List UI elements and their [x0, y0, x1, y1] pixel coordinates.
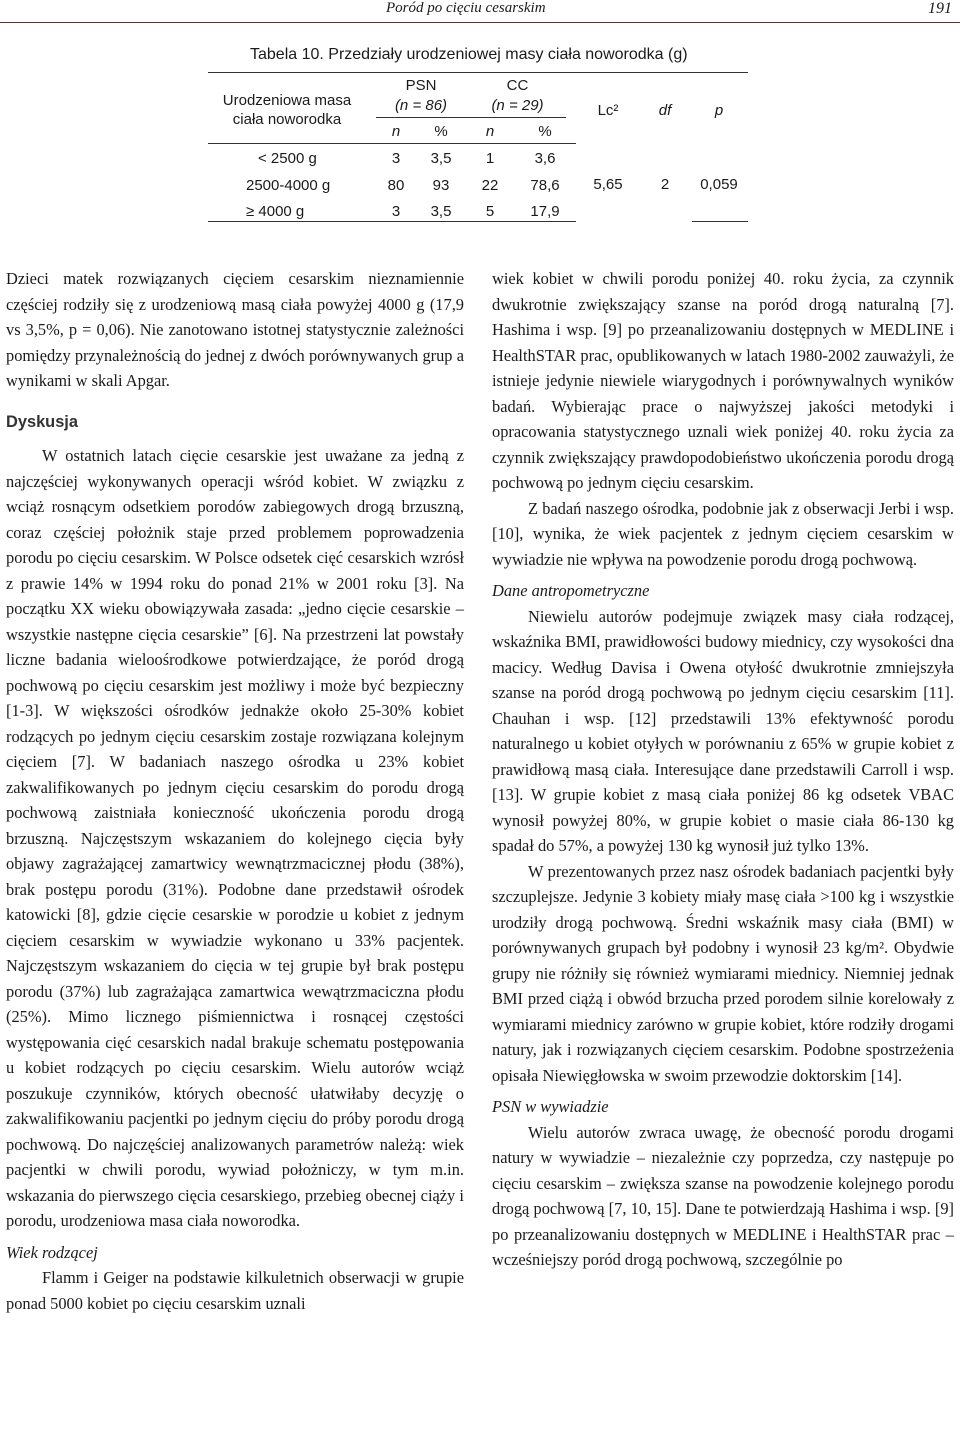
lc-value: 5,65	[593, 176, 623, 193]
own-results-age-paragraph: Z badań naszego ośrodka, podobnie jak z obserwacji Jerbi i wsp. [10], wynika, że wiek pacjentek z jednym cięciem cesarskim w wywiadzie nie wpływa na powodzenie porodu drogą pochwową.	[492, 498, 954, 569]
cell-psn-n: 3	[391, 203, 401, 220]
heading-discussion: Dyskusja	[6, 412, 78, 431]
row-label: 2500-4000 g	[246, 177, 331, 194]
heading-anthropometric: Dane antropometryczne	[492, 581, 650, 600]
sub-n-cc: n	[485, 123, 495, 140]
row-header-label: Urodzeniowa masa ciała noworodka	[222, 92, 352, 128]
group-psn-n: (n = 86)	[394, 97, 448, 114]
page-number: 191	[928, 0, 952, 17]
cell-psn-pct: 3,5	[430, 150, 452, 167]
cell-psn-n: 80	[387, 177, 405, 194]
own-results-bmi-paragraph: W prezentowanych przez nasz ośrodek badaniach pacjentki były szczuplejsze. Jedynie 3 kobiety miały masę ciała >100 kg i wszystkie urodziły drogą pochwową. Średni wskaźnik masy ciała (BMI) w porównywanych grupach był podobny i wynosił 23 kg/m². Obydwie grupy nie różniły się również wymiarami miednicy. Niemniej jednak BMI przed ciążą i obwód brzucha przed porodem silnie korelowały z wymiarami miednicy zarówno w grupie kobiet, które rodziły drogami natury, jak i rozwiązanych cięciem cesarskim. Podobne spostrzeżenia opisała Niewięgłowska w swoim przewodzie doktorskim [14].	[492, 861, 954, 1085]
sub-n-psn: n	[391, 123, 401, 140]
cell-cc-n: 1	[485, 150, 495, 167]
stat-lc-header: Lc²	[597, 102, 619, 119]
cell-psn-pct: 93	[432, 177, 450, 194]
heading-maternal-age: Wiek rodzącej	[6, 1242, 98, 1262]
cell-cc-pct: 3,6	[534, 150, 556, 167]
group-cc-n: (n = 29)	[491, 97, 544, 114]
table-header-rule	[208, 143, 576, 144]
discussion-paragraph: W ostatnich latach cięcie cesarskie jest uważane za jedną z najczęściej wykonywanych operacji wśród kobiet. W związku z wciąż rosnącym odsetkiem porodów zabiegowych drogą brzuszną, coraz częściej położnik staje przed problemem poprowadzenia porodu po cięciu cesarskim. W Polsce odsetek cięć cesarskich wzrósł z prawie 14% w 1994 roku do ponad 21% w 2001 roku [3]. Na początku XX wieku obowiązywała zasada: „jedno cięcie cesarskie – wszystkie następne cięcia cesarskie” [6]. Na przestrzeni lat powstały liczne badania wieloośrodkowe potwierdzające, że poród drogą pochwową po cięciu cesarskim jest możliwy i może być bezpieczny [1-3]. W większości ośrodków jednakże około 25-30% kobiet rodzących po jednym cięciu cesarskim zostaje rozwiązana kolejnym cięciem [7]. W badaniach naszego ośrodka u 23% kobiet zakwalifikowanych po jednym cięciu cesarskim do porodu drogą pochwową zaistniała konieczność ukończenia porodu drogą brzuszną. Najczęstszym wskazaniem do kolejnego cięcia były objawy zagrażającej zamartwicy wewnątrzmacicznej płodu (38%), brak postępu porodu (31%). Podobne dane przedstawił ośrodek katowicki [8], gdzie cięcie cesarskie w porodzie u kobiet z jednym cięciem cesarskim w wywiadzie wykonano u 33% pacjentek. Najczęstszym wskazaniem do cięcia w tej grupie był brak postępu porodu (37%) lub zagrażająca zamartwica wewątrzmaciczna płodu (25%). Mimo licznego piśmiennictwa i rosnącej częstości występowania cięć cesarskich nadal brakuje schematu postępowania u kobiet rodzących po cięciu cesarskim. Wielu autorów wciąż poszukuje czynników, których obecność ułatwiłaby decyzję o zakwalifikowaniu pacjentki po jednym cięciu do próby porodu drogą pochwową. Do najczęściej analizowanych parametrów należą: wiek pacjentki w chwili porodu, wywiad położniczy, w tym m.in. wskazania do pierwszego cięcia cesarskiego, przebieg obecnej ciąży i porodu, urodzeniowa masa ciała noworodka.	[6, 446, 464, 1230]
group-psn-name: PSN	[405, 77, 437, 94]
age-paragraph: Flamm i Geiger na podstawie kilkuletnich obserwacji w grupie ponad 5000 kobiet po cięciu cesarskim uznali	[6, 1268, 464, 1313]
cell-cc-pct: 17,9	[530, 203, 560, 220]
table-bottom-rule	[208, 221, 576, 222]
row-label: ≥ 4000 g	[246, 203, 305, 220]
psn-history-paragraph: Wielu autorów zwraca uwagę, że obecność porodu drogami natury w wywiadzie – niezależnie czy poprzedza, czy następuje po cięciu cesarskim – zwiększa szanse na powodzenie kolejnego porodu drogą pochwową [7, 10, 15]. Dane te potwierdzają Hashima i wsp. [9] po przeanalizowaniu dostępnych w MEDLINE i HealthSTAR prac – wcześniejszy poród drogą pochwową, szczególnie po	[492, 1122, 954, 1269]
table-bottom-rule-p	[692, 221, 748, 222]
table-top-rule	[208, 72, 748, 73]
anthropometric-paragraph: Niewielu autorów podejmuje związek masy ciała rodzącej, wskaźnika BMI, prawidłowości budowy miednicy, czy wysokości dna macicy. Według Davisa i Owena otyłość dwukrotnie zmniejszyła szanse na poród drogą pochwową po jednym cięciu cesarskim [11]. Chauhan i wsp. [12] przedstawili 13% efektywność porodu naturalnego u kobiet otyłych w porównaniu z 65% w grupie kobiet z prawidłową masą ciała. Interesujące dane przedstawili Carroll i wsp. [13]. W grupie kobiet z masą ciała poniżej 86 kg odsetek VBAC wynosił powyżej 80%, w grupie kobiet o masie ciała 86-130 kg spadał do 57%, a powyżej 130 kg wynosił już tylko 13%.	[492, 606, 954, 855]
sub-pct-psn: %	[434, 123, 448, 140]
right-column	[492, 266, 954, 1273]
heading-psn-history: PSN w wywiadzie	[492, 1097, 609, 1116]
running-title: Poród po cięciu cesarskim	[386, 0, 546, 16]
cell-psn-pct: 3,5	[430, 203, 452, 220]
age-continued-paragraph: wiek kobiet w chwili porodu poniżej 40. roku życia, za czynnik dwukrotnie zwiększający szanse na poród drogą naturalną [7]. Hashima i wsp. [9] po przeanalizowaniu dostępnych w MEDLINE i HealthSTAR prac, opublikowanych w latach 1980-2002 zauważyli, że istnieje jedynie niewiele wiarygodnych i porównywalnych wyników badań. Wybierając prace o najwyższej jakości metodyki i opracowania statystycznego uznali wiek poniżej 40. roku życia za czynnik zwiększający prawdopodobieństwo ukończenia porodu drogą pochwową po jednym cięciu cesarskim.	[492, 269, 954, 492]
cell-cc-pct: 78,6	[530, 177, 560, 194]
left-column	[6, 266, 464, 1316]
table-group-rule	[376, 117, 566, 118]
cell-cc-n: 22	[481, 177, 499, 194]
header-rule	[0, 22, 960, 23]
row-label: < 2500 g	[258, 150, 317, 167]
stat-df-header: df	[658, 102, 672, 119]
page-header	[0, 0, 960, 24]
cell-cc-n: 5	[485, 203, 495, 220]
p-value: 0,059	[700, 176, 738, 193]
df-value: 2	[660, 176, 670, 193]
table-caption: Tabela 10. Przedziały urodzeniowej masy ciała noworodka (g)	[250, 46, 688, 63]
results-paragraph: Dzieci matek rozwiązanych cięciem cesarskim nieznamiennie częściej rodziły się z urodzeniową masą ciała powyżej 4000 g (17,9 vs 3,5%, p = 0,06). Nie zanotowano istotnej statystycznie zależności pomiędzy przynależnością do jednej z dwóch porównywanych grup a wynikami w skali Apgar.	[6, 269, 464, 390]
cell-psn-n: 3	[391, 150, 401, 167]
group-cc-name: CC	[506, 77, 529, 94]
sub-pct-cc: %	[538, 123, 552, 140]
stat-p-header: p	[714, 102, 724, 119]
